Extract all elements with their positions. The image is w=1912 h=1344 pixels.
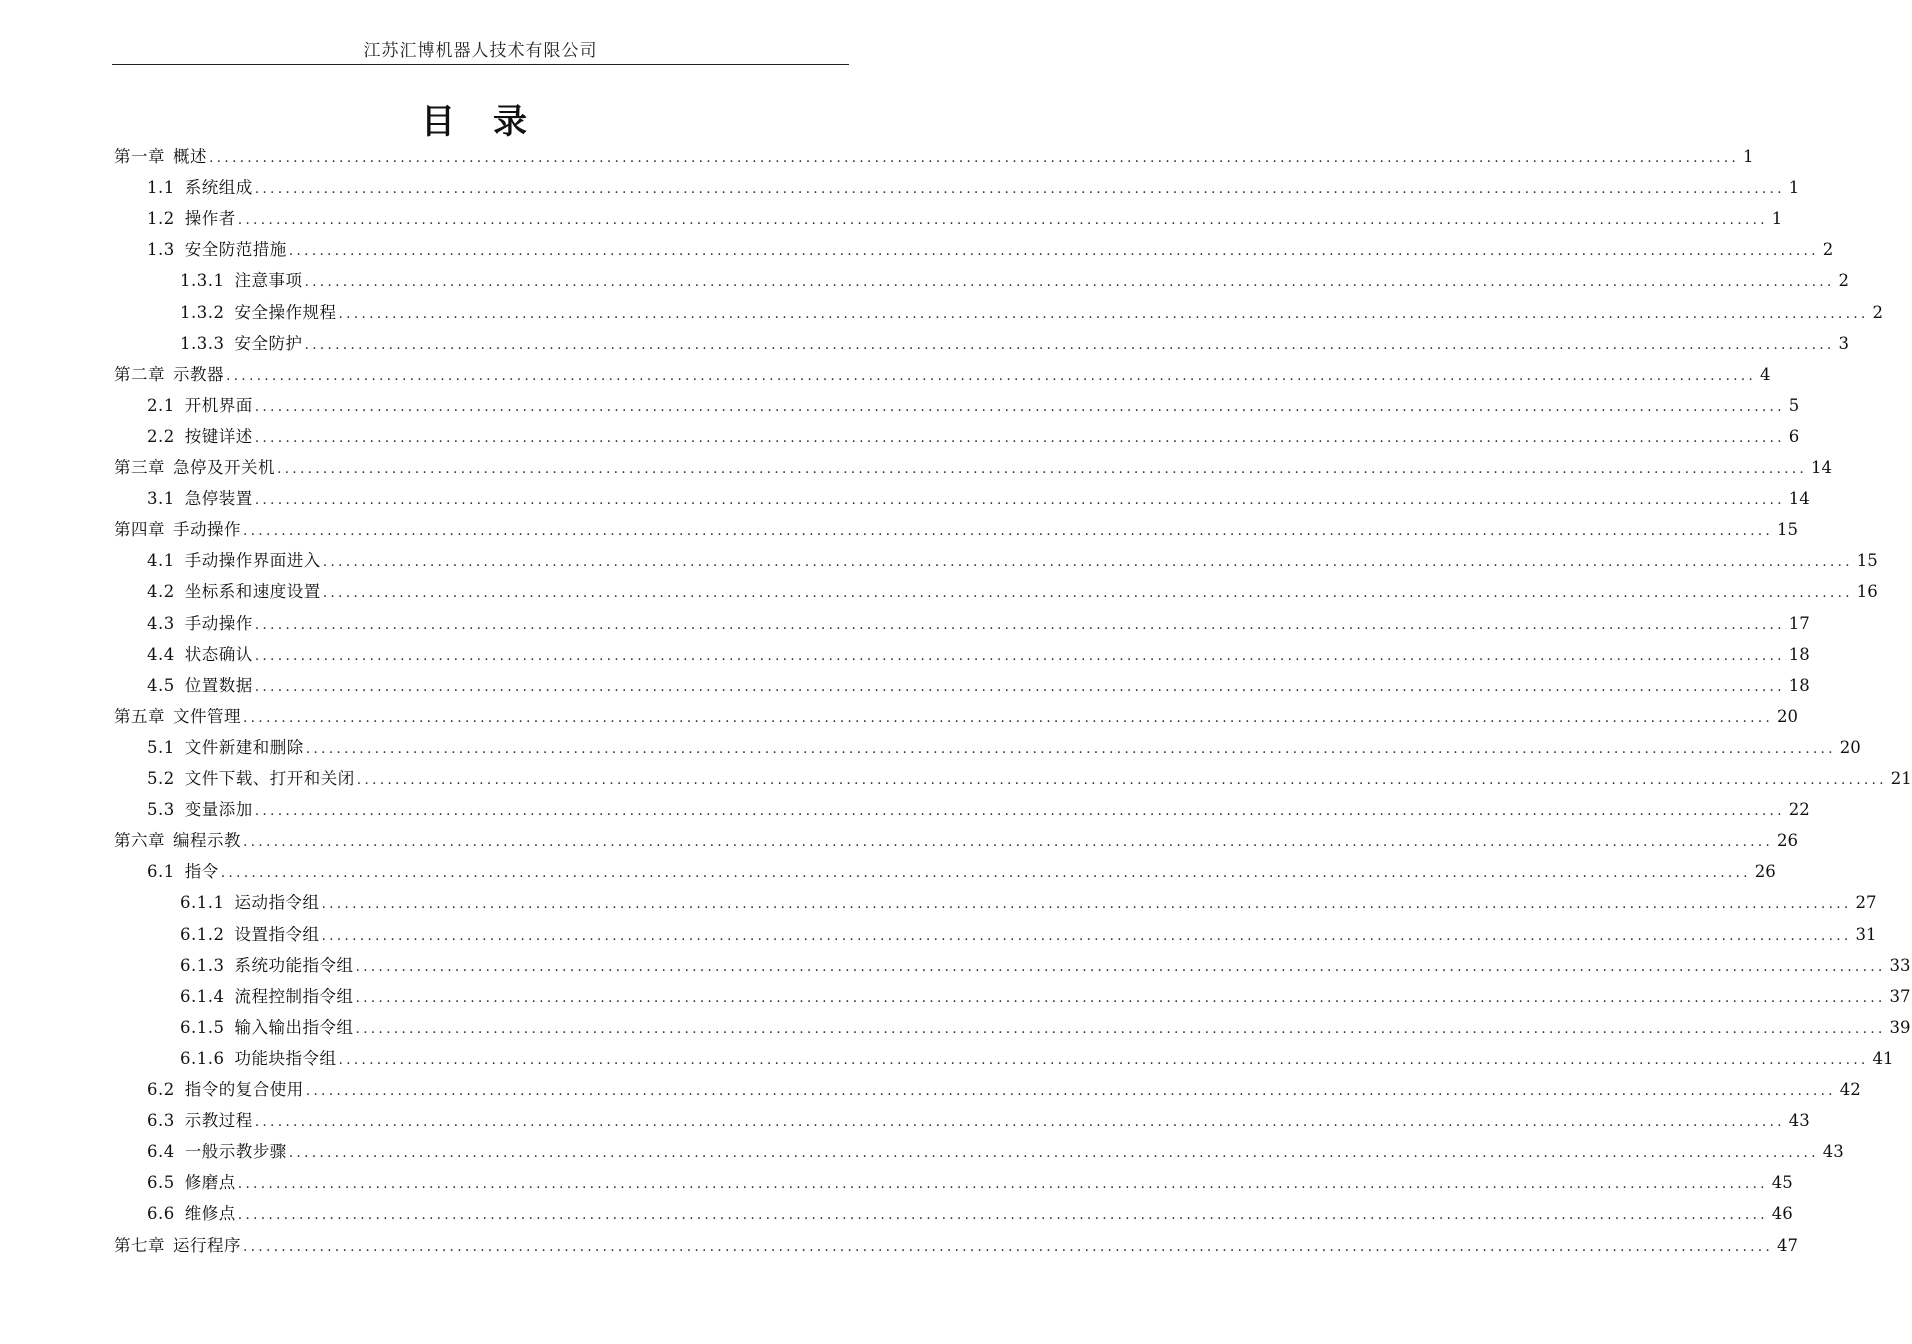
toc-entry-page: 1 xyxy=(1788,178,1800,198)
toc-entry[interactable] xyxy=(147,421,1800,452)
toc-entry[interactable] xyxy=(147,390,1800,421)
toc-entry[interactable] xyxy=(147,763,1912,794)
toc-entry-title: 运动指令组 xyxy=(234,893,320,913)
toc-entry-page: 42 xyxy=(1839,1080,1861,1099)
toc-leader-dots: ........................................................................................................................................................................................................ xyxy=(237,1176,1768,1193)
toc-entry-number: 6.1.1 xyxy=(180,893,225,913)
toc-leader-dots: ........................................................................................................................................................................................................ xyxy=(322,585,1853,602)
toc-entry-title: 手动操作界面进入 xyxy=(184,551,321,571)
toc-entry[interactable] xyxy=(114,701,1799,732)
toc-entry-title: 手动操作 xyxy=(184,613,253,633)
toc-leader-dots: ........................................................................................................................................................................................................ xyxy=(321,927,1852,944)
toc-entry[interactable] xyxy=(114,514,1799,545)
toc-entry-page: 18 xyxy=(1788,675,1810,695)
toc-entry[interactable] xyxy=(180,1012,1911,1043)
toc-entry[interactable] xyxy=(147,639,1810,670)
toc-entry-title: 状态确认 xyxy=(184,644,253,664)
toc-entry-number: 1.2 xyxy=(147,209,175,229)
toc-entry-title: 系统组成 xyxy=(184,178,253,198)
toc-entry[interactable] xyxy=(147,856,1776,887)
toc-entry-title: 功能块指令组 xyxy=(234,1048,337,1068)
toc-entry-number: 4.3 xyxy=(147,613,175,633)
toc-entry-page: 14 xyxy=(1811,458,1833,477)
toc-leader-dots: ........................................................................................................................................................................................................ xyxy=(243,523,1774,540)
toc-entry-number: 6.1.3 xyxy=(180,955,225,975)
toc-entry[interactable] xyxy=(147,670,1810,701)
toc-entry-page: 45 xyxy=(1771,1173,1793,1193)
toc-entry-number: 1.3 xyxy=(147,240,175,260)
toc-entry-title: 维修点 xyxy=(184,1204,236,1224)
toc-entry-number: 6.5 xyxy=(147,1173,175,1193)
toc-entry-page: 27 xyxy=(1855,893,1877,913)
toc-leader-dots: ........................................................................................................................................................................................................ xyxy=(305,740,1836,757)
toc-entry[interactable] xyxy=(147,1136,1844,1167)
toc-entry[interactable] xyxy=(147,1167,1793,1198)
toc-entry[interactable] xyxy=(180,265,1850,296)
toc-entry-number: 1.3.1 xyxy=(180,271,225,291)
toc-leader-dots: ........................................................................................................................................................................................................ xyxy=(243,709,1774,726)
toc-entry[interactable] xyxy=(114,452,1833,483)
toc-entry-number: 6.1.5 xyxy=(180,1017,225,1037)
toc-leader-dots: ........................................................................................................................................................................................................ xyxy=(355,958,1886,975)
toc-entry-page: 17 xyxy=(1788,613,1810,633)
toc-entry-page: 22 xyxy=(1788,800,1810,820)
toc-entry-title: 操作者 xyxy=(184,209,236,229)
toc-entry[interactable] xyxy=(180,328,1850,359)
toc-entry-title: 位置数据 xyxy=(184,675,253,695)
toc-entry-page: 43 xyxy=(1822,1142,1844,1162)
toc-entry-number: 1.1 xyxy=(147,178,175,198)
toc-entry-page: 5 xyxy=(1788,395,1800,415)
toc-entry[interactable] xyxy=(147,1198,1793,1229)
toc-leader-dots: ........................................................................................................................................................................................................ xyxy=(277,461,1808,477)
toc-entry-number: 5.1 xyxy=(147,737,175,757)
toc-leader-dots: ........................................................................................................................................................................................................ xyxy=(338,305,1869,322)
toc-entry-title: 注意事项 xyxy=(234,271,303,291)
toc-leader-dots: ........................................................................................................................................................................................................ xyxy=(254,429,1785,446)
toc-entry-number: 6.1 xyxy=(147,862,175,882)
toc-entry-page: 1 xyxy=(1771,209,1783,229)
toc-entry[interactable] xyxy=(147,1074,1861,1105)
toc-leader-dots: ........................................................................................................................................................................................................ xyxy=(305,1083,1836,1099)
toc-entry-number: 6.1.6 xyxy=(180,1048,225,1068)
toc-entry-page: 41 xyxy=(1872,1048,1894,1068)
toc-entry-number: 4.5 xyxy=(147,675,175,695)
page-header: 江苏汇博机器人技术有限公司 xyxy=(112,36,849,65)
toc-entry-page: 31 xyxy=(1855,924,1877,944)
toc-leader-dots: ........................................................................................................................................................................................................ xyxy=(304,336,1835,353)
toc-entry-title: 急停装置 xyxy=(184,489,253,509)
toc-leader-dots: ........................................................................................................................................................................................................ xyxy=(254,1114,1785,1131)
toc-entry-title: 运行程序 xyxy=(173,1235,241,1255)
toc-entry-number: 第六章 xyxy=(114,831,165,851)
toc-entry[interactable] xyxy=(147,1105,1810,1136)
toc-entry-page: 2 xyxy=(1822,240,1834,260)
toc-entry-page: 26 xyxy=(1754,862,1776,882)
toc-leader-dots: ........................................................................................................................................................................................................ xyxy=(243,1238,1774,1255)
toc-entry[interactable] xyxy=(147,234,1834,265)
toc-entry-number: 4.2 xyxy=(147,582,175,602)
toc-leader-dots: ........................................................................................................................................................................................................ xyxy=(254,181,1785,198)
toc-entry-page: 1 xyxy=(1743,147,1754,166)
toc-entry-title: 示教过程 xyxy=(184,1111,253,1131)
toc-entry[interactable] xyxy=(147,794,1810,825)
toc-entry-title: 文件管理 xyxy=(173,706,241,726)
toc-leader-dots: ........................................................................................................................................................................................................ xyxy=(220,865,1751,882)
toc-entry[interactable] xyxy=(147,545,1878,576)
toc-entry-number: 第五章 xyxy=(114,706,165,726)
toc-entry-number: 3.1 xyxy=(147,489,175,509)
toc-entry-number: 6.2 xyxy=(147,1080,175,1099)
toc-leader-dots: ........................................................................................................................................................................................................ xyxy=(355,1020,1886,1037)
toc-entry-page: 46 xyxy=(1771,1204,1793,1224)
toc-entry-number: 2.1 xyxy=(147,395,175,415)
toc-entry-number: 第一章 xyxy=(114,147,165,166)
toc-leader-dots: ........................................................................................................................................................................................................ xyxy=(288,1145,1819,1162)
toc-entry-page: 2 xyxy=(1838,271,1850,291)
toc-entry-page: 14 xyxy=(1788,489,1810,509)
toc-leader-dots: ........................................................................................................................................................................................................ xyxy=(288,243,1819,260)
toc-entry[interactable] xyxy=(114,825,1799,856)
toc-entry[interactable] xyxy=(114,1230,1799,1261)
toc-entry-title: 设置指令组 xyxy=(234,924,320,944)
toc-leader-dots: ........................................................................................................................................................................................................ xyxy=(254,678,1785,695)
toc-entry-title: 安全操作规程 xyxy=(234,302,337,322)
toc-leader-dots: ........................................................................................................................................................................................................ xyxy=(322,554,1853,571)
toc-leader-dots: ........................................................................................................................................................................................................ xyxy=(356,772,1887,788)
toc-entry-title: 坐标系和速度设置 xyxy=(184,582,321,602)
toc-leader-dots: ........................................................................................................................................................................................................ xyxy=(304,274,1835,291)
toc-entry[interactable] xyxy=(147,576,1878,607)
toc-entry-number: 2.2 xyxy=(147,426,175,446)
toc-entry-number: 1.3.2 xyxy=(180,302,225,322)
toc-leader-dots: ........................................................................................................................................................................................................ xyxy=(243,834,1774,851)
toc-entry-page: 43 xyxy=(1788,1111,1810,1131)
toc-entry-number: 5.2 xyxy=(147,769,175,788)
toc-entry-page: 15 xyxy=(1777,520,1799,540)
toc-entry[interactable] xyxy=(180,297,1884,328)
toc-entry-number: 1.3.3 xyxy=(180,333,225,353)
toc-entry[interactable] xyxy=(147,172,1800,203)
toc-entry-page: 16 xyxy=(1856,582,1878,602)
toc-entry-title: 编程示教 xyxy=(173,831,241,851)
toc-entry-title: 概述 xyxy=(173,147,207,166)
toc-entry-page: 6 xyxy=(1788,426,1800,446)
toc-entry-title: 安全防范措施 xyxy=(184,240,287,260)
toc-entry-number: 4.4 xyxy=(147,644,175,664)
toc-entry-title: 急停及开关机 xyxy=(173,458,275,477)
toc-entry-title: 指令 xyxy=(184,862,219,882)
toc-entry-title: 安全防护 xyxy=(234,333,303,353)
toc-entry-page: 39 xyxy=(1889,1017,1911,1037)
toc-entry-title: 文件新建和删除 xyxy=(184,737,304,757)
toc-entry[interactable] xyxy=(147,483,1810,514)
toc-entry-number: 第三章 xyxy=(114,458,165,477)
toc-entry-page: 21 xyxy=(1890,769,1912,788)
toc-entry-title: 按键详述 xyxy=(184,426,253,446)
toc-entry-title: 手动操作 xyxy=(173,520,241,540)
toc-entry-title: 修磨点 xyxy=(184,1173,236,1193)
toc-entry-page: 18 xyxy=(1788,644,1810,664)
toc-entry-number: 4.1 xyxy=(147,551,175,571)
toc-entry[interactable] xyxy=(147,608,1810,639)
toc-entry-title: 文件下载、打开和关闭 xyxy=(184,769,355,788)
toc-entry-title: 变量添加 xyxy=(184,800,253,820)
toc-entry[interactable] xyxy=(180,887,1877,918)
toc-leader-dots: ........................................................................................................................................................................................................ xyxy=(209,150,1740,166)
toc-entry-title: 输入输出指令组 xyxy=(234,1017,354,1037)
toc-entry-title: 系统功能指令组 xyxy=(234,955,354,975)
toc-entry-title: 一般示教步骤 xyxy=(184,1142,287,1162)
toc-entry[interactable] xyxy=(114,141,1754,172)
toc-entry-page: 37 xyxy=(1889,986,1911,1006)
toc-entry-number: 6.1.4 xyxy=(180,986,225,1006)
toc-leader-dots: ........................................................................................................................................................................................................ xyxy=(355,989,1886,1006)
toc-entry[interactable] xyxy=(180,981,1911,1012)
toc-leader-dots: ........................................................................................................................................................................................................ xyxy=(254,803,1785,820)
toc-entry-number: 6.6 xyxy=(147,1204,175,1224)
toc-entry-page: 26 xyxy=(1777,831,1799,851)
toc-entry-number: 第七章 xyxy=(114,1235,165,1255)
toc-entry[interactable] xyxy=(180,950,1911,981)
toc-leader-dots: ........................................................................................................................................................................................................ xyxy=(254,616,1785,633)
toc-leader-dots: ........................................................................................................................................................................................................ xyxy=(254,492,1785,509)
toc-entry-number: 6.4 xyxy=(147,1142,175,1162)
toc-entry-number: 第四章 xyxy=(114,520,165,540)
toc-entry-page: 4 xyxy=(1760,364,1771,384)
toc-entry-number: 6.3 xyxy=(147,1111,175,1131)
toc-entry-page: 33 xyxy=(1889,955,1911,975)
toc-entry-page: 20 xyxy=(1777,706,1799,726)
toc-entry-page: 47 xyxy=(1777,1235,1799,1255)
toc-entry-number: 5.3 xyxy=(147,800,175,820)
toc-leader-dots: ........................................................................................................................................................................................................ xyxy=(321,896,1852,913)
toc-entry-title: 开机界面 xyxy=(184,395,253,415)
toc-leader-dots: ........................................................................................................................................................................................................ xyxy=(254,398,1785,415)
toc-title: 目 录 xyxy=(421,102,529,142)
toc-entry-title: 指令的复合使用 xyxy=(184,1080,304,1099)
toc-entry[interactable] xyxy=(114,359,1771,390)
toc-leader-dots: ........................................................................................................................................................................................................ xyxy=(254,647,1785,664)
toc-entry-title: 示教器 xyxy=(173,364,224,384)
toc-leader-dots: ........................................................................................................................................................................................................ xyxy=(226,367,1757,384)
toc-leader-dots: ........................................................................................................................................................................................................ xyxy=(237,1207,1768,1224)
toc-leader-dots: ........................................................................................................................................................................................................ xyxy=(338,1051,1869,1068)
toc-entry-number: 第二章 xyxy=(114,364,165,384)
toc-entry-number: 6.1.2 xyxy=(180,924,225,944)
toc-entry-page: 20 xyxy=(1839,737,1861,757)
toc-entry[interactable] xyxy=(147,732,1861,763)
toc-entry[interactable] xyxy=(180,919,1877,950)
toc-entry-page: 15 xyxy=(1856,551,1878,571)
toc-entry-page: 3 xyxy=(1838,333,1850,353)
toc-entry[interactable] xyxy=(180,1043,1894,1074)
toc-entry-page: 2 xyxy=(1872,302,1884,322)
toc-entry-title: 流程控制指令组 xyxy=(234,986,354,1006)
toc-entry[interactable] xyxy=(147,203,1783,234)
toc-leader-dots: ........................................................................................................................................................................................................ xyxy=(237,212,1768,229)
